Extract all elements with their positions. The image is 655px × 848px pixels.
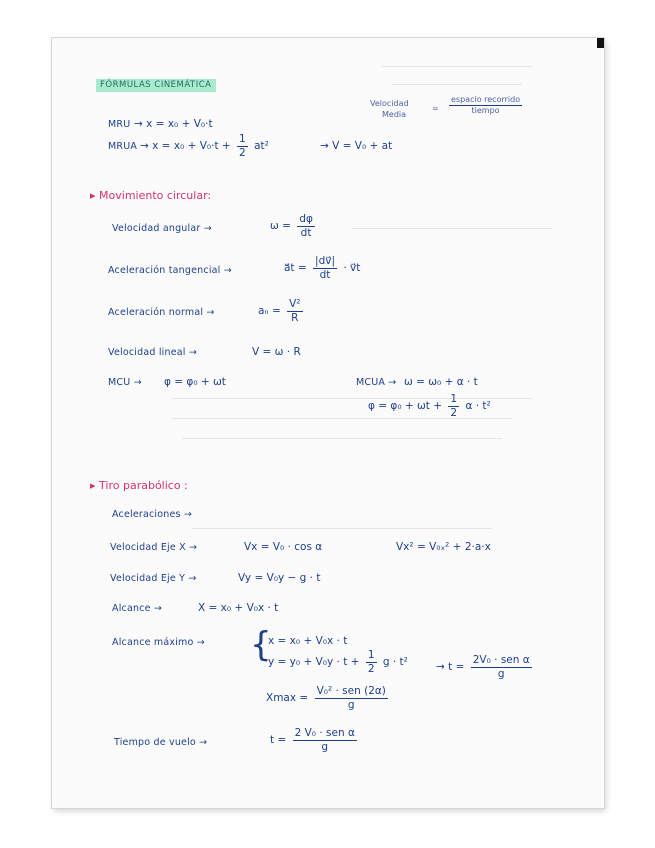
fraction-denominator: 2	[450, 406, 458, 419]
mrua-position-equation	[140, 134, 269, 158]
eq-lhs: ω =	[270, 220, 291, 232]
mrua-velocity-equation: → V = V₀ + at	[320, 140, 393, 152]
bleed-through-line	[352, 228, 552, 229]
velocity-y-equation: Vy = V₀y − g · t	[238, 572, 321, 584]
fraction-numerator: 2V₀ · sen α	[472, 654, 530, 666]
system-brace: {	[250, 625, 272, 665]
eq-tail: α · t²	[465, 400, 491, 412]
mrua-eq-part: → x = x₀ + V₀·t +	[140, 140, 231, 152]
velocity-x-label: Velocidad Eje X →	[110, 542, 198, 553]
flight-time-equation	[270, 728, 360, 752]
velocity-x-equation: Vx = V₀ · cos α	[244, 541, 323, 553]
fraction-denominator: dt	[319, 268, 331, 281]
fraction-numerator: 1	[450, 393, 458, 405]
fraction-denominator: g	[497, 667, 505, 680]
velocidad-media-label-bottom: Media	[382, 110, 407, 119]
eq-lhs: a⃗t =	[284, 262, 307, 274]
flight-time-derivation	[436, 655, 535, 679]
mcua-angle-equation	[368, 394, 491, 418]
angular-velocity-equation	[270, 214, 318, 238]
range-equation: X = x₀ + V₀x · t	[198, 602, 279, 614]
fraction-numerator: V²	[289, 298, 301, 310]
fraction-denominator: R	[291, 311, 299, 324]
mrua-eq-tail: at²	[254, 140, 269, 152]
normal-acceleration-label: Aceleración normal →	[108, 307, 215, 318]
accelerations-label: Aceleraciones →	[112, 509, 193, 520]
mru-equation: → x = x₀ + V₀·t	[134, 118, 213, 130]
page-title: FÓRMULAS CINEMÁTICA	[96, 79, 216, 92]
bleed-through-line	[192, 528, 492, 529]
system-x-equation: x = x₀ + V₀x · t	[268, 635, 348, 647]
eq-lhs: aₙ =	[258, 305, 281, 317]
velocidad-media-label-top: Velocidad	[370, 99, 409, 108]
fraction-numerator: V₀² · sen (2α)	[316, 685, 386, 697]
fraction-numerator: |dv⃗|	[315, 255, 335, 267]
fraction-numerator: dφ	[299, 213, 313, 225]
fraction-denominator: 2	[239, 146, 246, 159]
range-label: Alcance →	[112, 603, 163, 614]
section-title-circular: ▸ Movimiento circular:	[90, 189, 212, 202]
linear-velocity-equation: V = ω · R	[252, 346, 301, 358]
bleed-through-line	[392, 84, 522, 85]
velocity-x-squared-equation: Vx² = V₀ₓ² + 2·a·x	[396, 541, 491, 553]
velocidad-media-equals: =	[432, 104, 439, 113]
linear-velocity-label: Velocidad lineal →	[108, 347, 198, 358]
velocidad-media-formula	[446, 96, 525, 115]
fraction-numerator: 2 V₀ · sen α	[294, 727, 355, 739]
tangential-acceleration-label: Aceleración tangencial →	[108, 265, 232, 276]
tangential-acceleration-equation	[284, 256, 360, 280]
page-corner-mark	[597, 38, 604, 48]
fraction-numerator: 1	[367, 649, 375, 661]
eq-tail: · v⃗t	[343, 262, 361, 274]
fraction-denominator: 2	[367, 662, 375, 675]
bleed-through-line	[382, 66, 532, 67]
mrua-label: MRUA	[108, 141, 138, 152]
system-y-equation	[268, 650, 408, 674]
velocidad-media-numerator: espacio recorrido	[451, 95, 521, 104]
eq-part: φ = φ₀ + ωt +	[368, 400, 443, 412]
notebook-page	[52, 38, 604, 808]
mcu-equation: φ = φ₀ + ωt	[164, 376, 226, 388]
fraction-denominator: g	[347, 698, 355, 711]
eq-lhs: → t =	[436, 661, 465, 673]
mcu-label: MCU →	[108, 377, 142, 388]
bleed-through-line	[182, 438, 502, 439]
fraction-denominator: dt	[300, 226, 312, 239]
velocity-y-label: Velocidad Eje Y →	[110, 573, 197, 584]
section-title-parabolic: ▸ Tiro parabólico :	[90, 479, 188, 492]
fraction-numerator: 1	[239, 133, 246, 145]
velocidad-media-denominator: tiempo	[471, 106, 500, 115]
mcua-label: MCUA →	[356, 377, 397, 388]
eq-part: y = y₀ + V₀y · t +	[268, 656, 360, 668]
max-range-label: Alcance máximo →	[112, 637, 205, 648]
normal-acceleration-equation	[258, 299, 306, 323]
fraction-denominator: g	[321, 740, 329, 753]
section-title-text: Tiro parabólico :	[99, 479, 188, 492]
mcua-velocity-equation: ω = ω₀ + α · t	[404, 376, 478, 388]
flight-time-label: Tiempo de vuelo →	[114, 737, 208, 748]
eq-lhs: Xmax =	[266, 692, 309, 704]
section-title-text: Movimiento circular:	[99, 189, 212, 202]
mru-label: MRU	[108, 119, 131, 130]
eq-tail: g · t²	[382, 656, 408, 668]
eq-lhs: t =	[270, 734, 287, 746]
bleed-through-line	[172, 418, 512, 419]
angular-velocity-label: Velocidad angular →	[112, 223, 212, 234]
xmax-equation	[266, 686, 391, 710]
